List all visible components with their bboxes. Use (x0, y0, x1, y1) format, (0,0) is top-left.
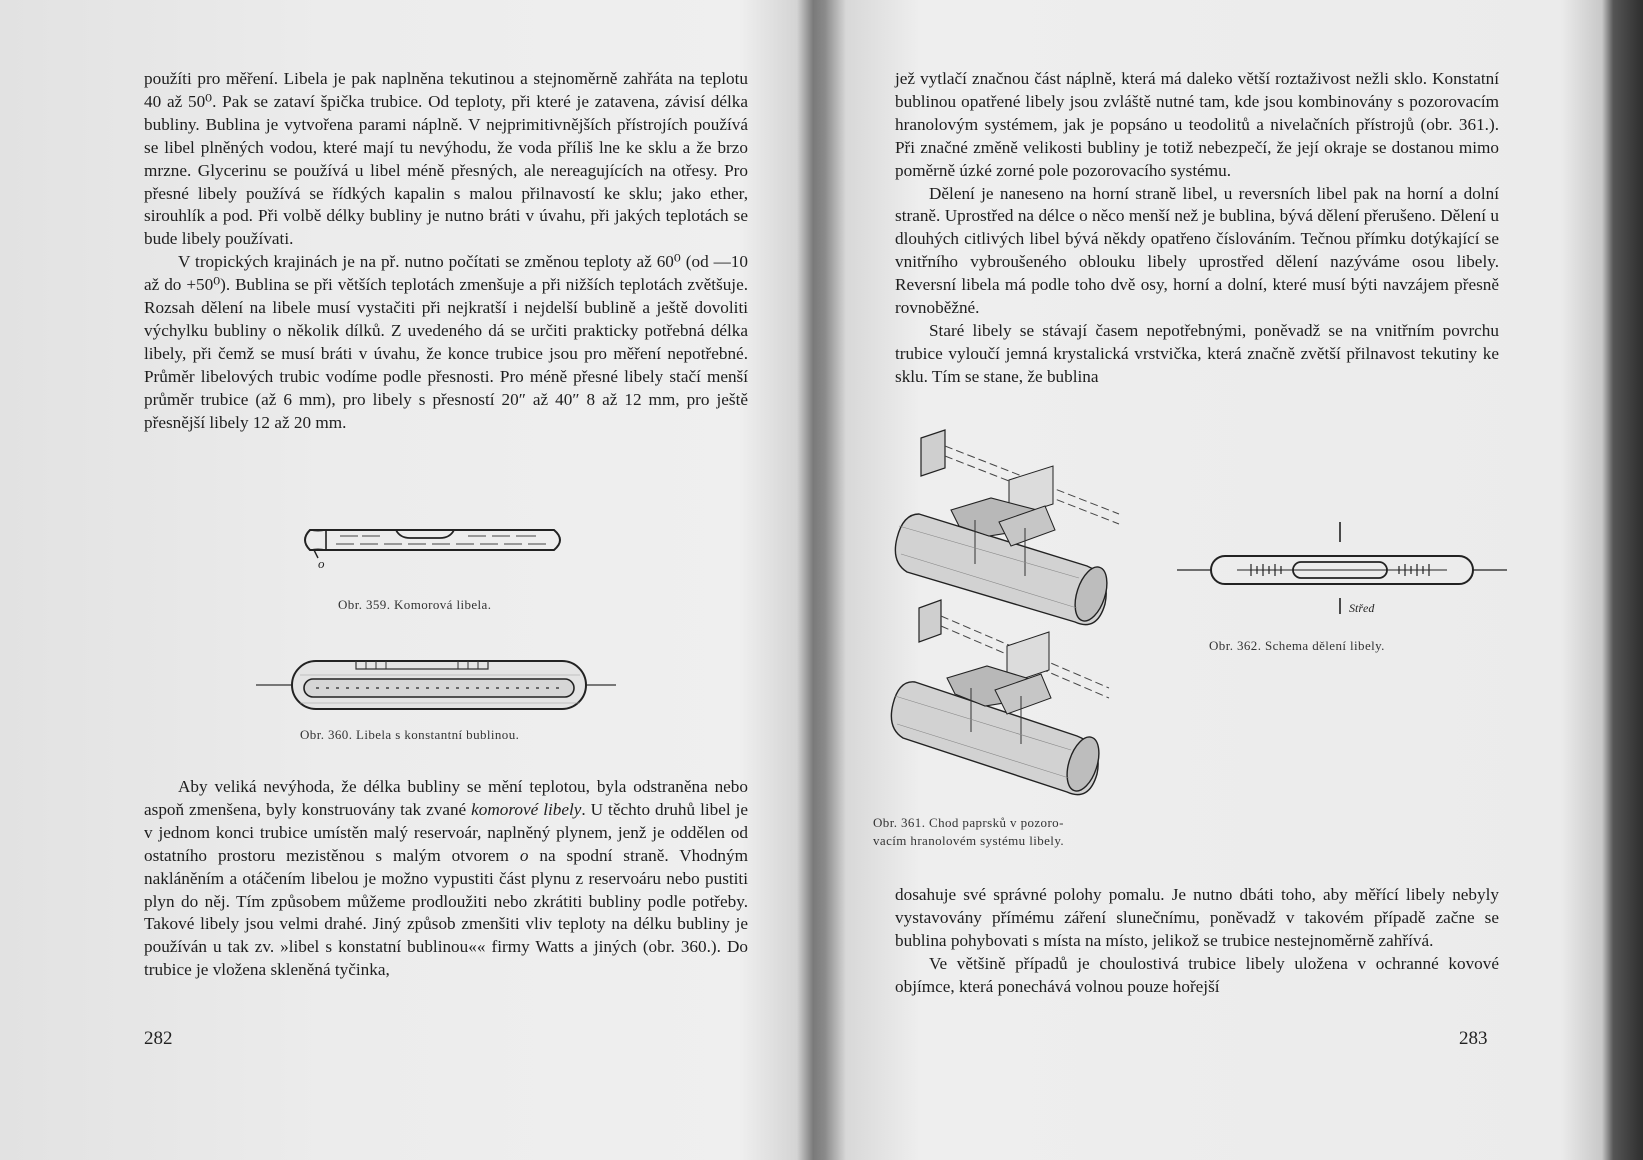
left-page (0, 0, 790, 1160)
left-paragraph-3-part-c: na spodní straně. Vhodným nakláněním a otáčením libelou je možno vypustiti část plynu z reservoáru nebo pustiti plyn do něj. Tím způsobem můžeme prodloužiti nebo zkrátiti bubliny podle potřeby. Takové libely jsou velmi drahé. Jiný způsob zmenšiti vliv teploty na délku bubliny je používán u tak zv. »libel s konstatní bublinou«« firmy Watts a jiných (obr. 360.). Do trubice je vložena skleněná tyčinka, (144, 845, 748, 980)
left-paragraph-1: použíti pro měření. Libela je pak naplněna tekutinou a stejnoměrně zahřáta na teplotu 40 až 50⁰. Pak se zataví špička trubice. Od teploty, při které je zatavena, závisí délka bubliny. Bublina je vytvořena parami náplně. V nejprimitivnějších přístrojích používá se libel plněných vodou, které mají tu nevýhodu, že voda příliš lne ke sklu a že brzo mrzne. Glycerinu se používá u libel méně přesných, ale nereagujících na otřesy. Pro přesné libely používá se řídkých kapalin s malou přilnavostí ke sklu; jako ether, sirouhlík a pod. Při volbě délky bubliny je nutno bráti v úvahu, při jakých teplotách se bude libely používati. (144, 69, 748, 249)
term-komorove-libely: komorové libely (471, 799, 582, 819)
right-paragraph-5: Ve většině případů je choulostivá trubice libely uložena v ochranné kovové objímce, která ponechává volnou pouze hořejší (895, 953, 1499, 996)
right-paragraph-3: Staré libely se stávají časem nepotřebnými, poněvadž se na vnitřním povrchu trubice vyloučí jemná krystalická vrstvička, která značně zvětší přilnavost tekutiny ke sklu. Tím se stane, že bublina (895, 320, 1499, 386)
right-paragraph-1: jež vytlačí značnou část náplně, která má daleko větší roztaživost nežli sklo. Konstatní bublinou opatřené libely jsou zvláště nutné tam, kde jsou kombinovány s pozorovacím hranolovým systémem, jak je popsáno u teodolitů a nivelačních přístrojů (obr. 361.). Při značné změně velikosti bubliny je totiž nebezpečí, že její okraje se dostanou mimo poměrně úzké zorné pole pozorovacího systému. (895, 69, 1499, 180)
right-paragraph-2: Dělení je naneseno na horní straně libel, u reversních libel pak na horní a dolní straně. Uprostřed na délce o něco menší než je bublina, bývá dělení přerušeno. Dělení u dlouhých citlivých libel bývá někdy opatřeno číslováním. Tečnou přímku dotýkající se vnitřního vybroušeného oblouku libely uprostřed dělení nazýváme osou libely. Reversní libela má podle toho dvě osy, horní a dolní, které musí býti navzájem přesně rovnoběžné. (895, 183, 1499, 318)
figure-359-chamber-level (296, 520, 596, 590)
term-o: o (519, 845, 529, 865)
left-paragraph-3 (144, 776, 748, 982)
figure-360-caption: Obr. 360. Libela s konstantní bublinou. (300, 727, 520, 742)
right-paragraph-4: dosahuje své správné polohy pomalu. Je nutno dbáti toho, aby měřící libely nebyly vystavovány přímému záření slunečnímu, poněvadž v takovém případě začne se bublina pohybovati s místa na místo, jelikož se trubice nestejnoměrně zahřívá. (895, 885, 1499, 950)
right-page-number: 283 (1459, 1028, 1488, 1049)
left-paragraph-2: V tropických krajinách je na př. nutno počítati se změnou teploty až 60⁰ (od —10 až do +50⁰). Bublina se při větších teplotách zmenšuje a při nižších teplotách zvětšuje. Rozsah dělení na libele musí vystačiti při nejkratší i nejdelší bublině a ještě dovoliti výchylku bubliny o několik dílků. Z uvedeného dá se určiti prakticky potřebná délka libely, při čemž se musí bráti v úvahu, že konce trubice jsou pro měření nepotřebné. Průměr libelových trubic vodíme podle přesnosti. Pro méně přesné libely stačí menší průměr trubice (až 6 mm), pro libely s přesností 20″ až 40″ 8 až 12 mm, pro ještě přesnější libely 12 až 20 mm. (144, 252, 748, 432)
figure-362-caption: Obr. 362. Schema dělení libely. (1209, 638, 1385, 653)
figure-361-caption (873, 814, 1064, 850)
right-text-top (895, 68, 1499, 389)
figure-359-caption: Obr. 359. Komorová libela. (338, 597, 492, 612)
figure-361-caption-line-1: Obr. 361. Chod paprsků v pozoro- (873, 815, 1064, 830)
figure-361-caption-line-2: vacím hranolovém systému libely. (873, 833, 1065, 848)
right-page (835, 0, 1595, 1160)
figure-359-label-o: o (318, 556, 325, 571)
left-text-bottom (144, 776, 748, 982)
left-paragraph-3-part-a: Aby veliká nevýhoda, že délka bubliny se mění teplotou, byla odstraněna nebo aspoň zmenšena, byly konstruovány tak zvané (144, 777, 748, 819)
left-text-top (144, 68, 748, 435)
figure-360-constant-bubble-level (256, 655, 616, 719)
figure-361-prism-system (879, 426, 1189, 826)
left-paragraph-3-part-b: . U těchto druhů libel je v jednom konci trubice umístěn malý reservoár, naplněný plynem, jenž je oddělen od ostatního prostoru mezistěnou s malým otvorem (144, 799, 748, 865)
figure-362-label-stred: Střed (1349, 601, 1375, 615)
figure-362-division-scheme (1177, 522, 1507, 622)
left-page-number: 282 (144, 1028, 173, 1049)
right-text-bottom (895, 884, 1499, 999)
